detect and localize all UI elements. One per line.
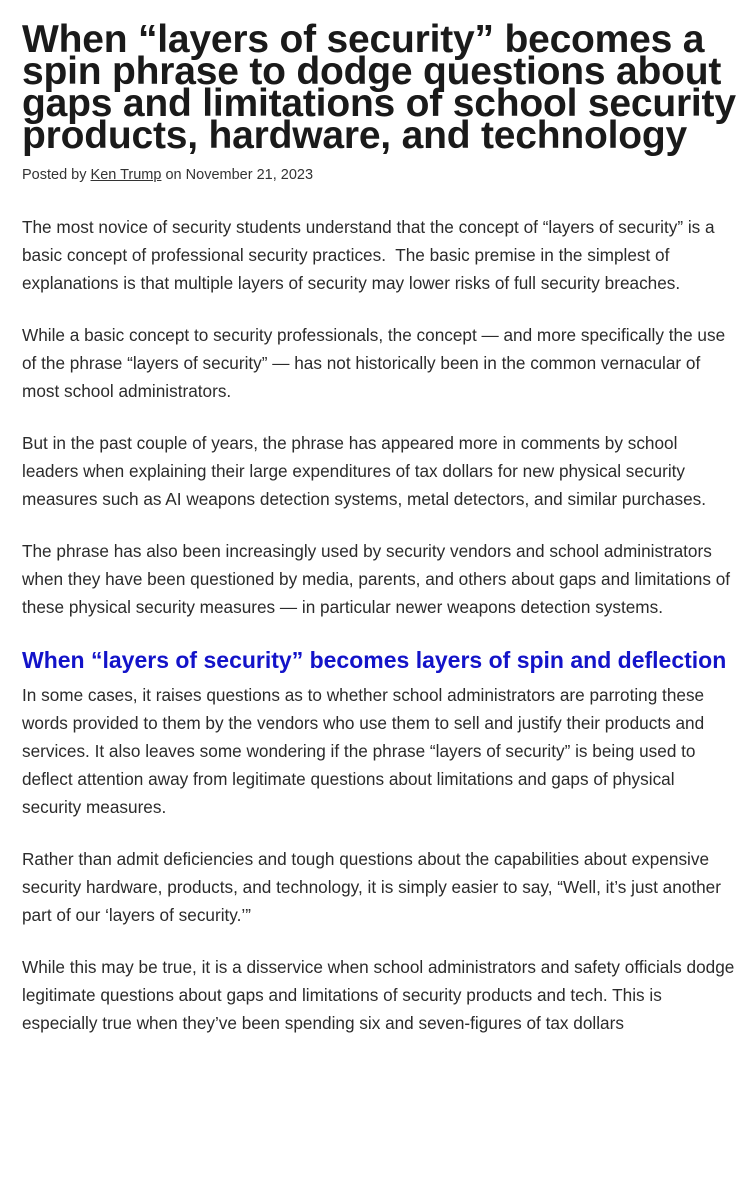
- paragraph: In some cases, it raises questions as to whether school administrators are parroting these words provided to them by the vendors who use them to sell and justify their products and services. It also leaves some wondering if the phrase “layers of security” is being used to deflect attention away from legitimate questions about limitations and gaps of physical security measures.: [22, 685, 705, 817]
- paragraph: While a basic concept to security professionals, the concept — and more specifically the use of the phrase “layers of security” — has not historically been in the common vernacular of most school administrators.: [22, 325, 726, 401]
- byline-on: on: [165, 167, 182, 183]
- author-link[interactable]: Ken Trump: [90, 167, 162, 183]
- byline-prefix: Posted by: [22, 167, 87, 183]
- paragraph: But in the past couple of years, the phrase has appeared more in comments by school leaders when explaining their large expenditures of tax dollars for new physical security measures such as AI weapons detection systems, metal detectors, and similar purchases.: [22, 433, 706, 509]
- byline: [22, 166, 738, 184]
- section-heading: When “layers of security” becomes layers of spin and deflection: [22, 647, 727, 673]
- paragraph: The most novice of security students understand that the concept of “layers of security” is a basic concept of professional security practices. The basic premise in the simplest of explanations is that multiple layers of security may lower risks of full security breaches.: [22, 217, 715, 293]
- article-title: When “layers of security” becomes a spin phrase to dodge questions about gaps and limitations of school security products, hardware, and technology: [22, 18, 736, 157]
- paragraph: Rather than admit deficiencies and tough questions about the capabilities about expensive security hardware, products, and technology, it is simply easier to say, “Well, it’s just another part of our ‘layers of security.’”: [22, 849, 721, 925]
- post-date: November 21, 2023: [185, 167, 314, 183]
- paragraph: The phrase has also been increasingly used by security vendors and school administrators when they have been questioned by media, parents, and others about gaps and limitations of these physical security measures — in particular newer weapons detection systems.: [22, 541, 731, 617]
- article: [22, 0, 738, 1037]
- paragraph: While this may be true, it is a disservice when school administrators and safety officials dodge legitimate questions about gaps and limitations of security products and tech. This is especially true when they’ve been spending six and seven-figures of tax dollars: [22, 957, 735, 1033]
